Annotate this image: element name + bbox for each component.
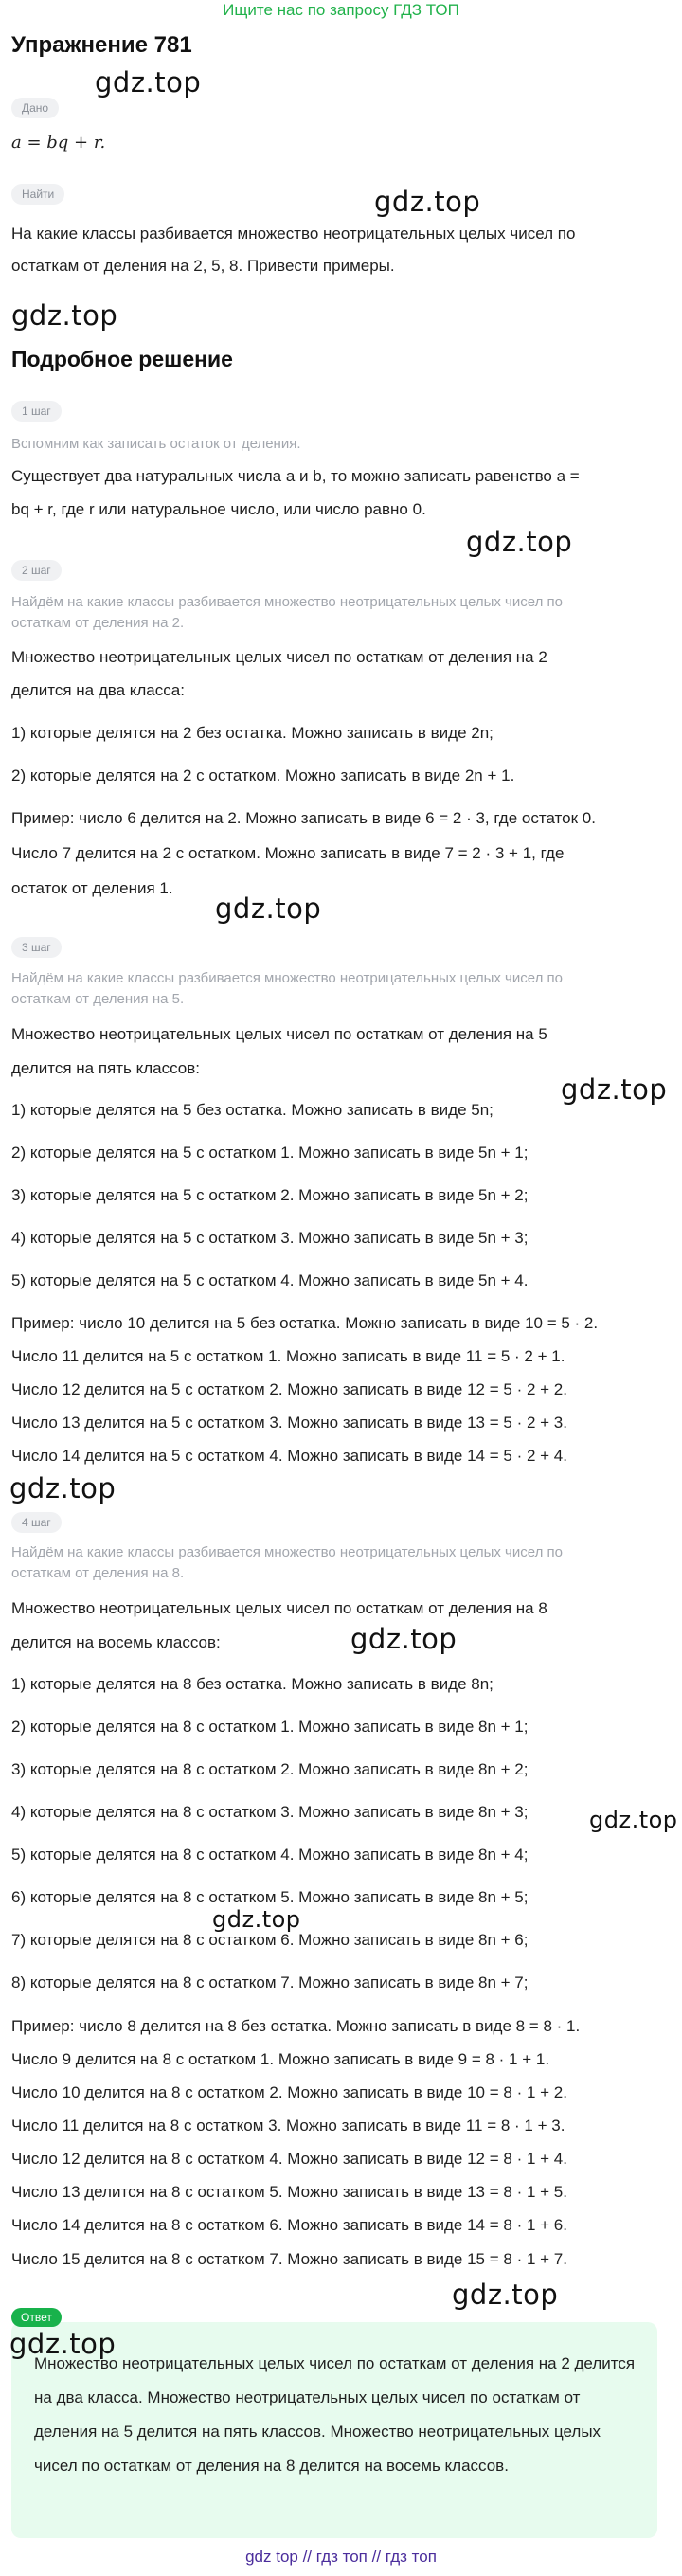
step-3-line-8: Пример: число 10 делится на 5 без остатка. Можно записать в виде 10 = 5 · 2. <box>11 1314 599 1332</box>
search-banner-link[interactable]: Ищите нас по запросу ГДЗ ТОП <box>223 1 459 19</box>
step-4-line-17: Число 14 делится на 8 с остатком 6. Можно записать в виде 14 = 8 · 1 + 6. <box>11 2216 567 2234</box>
step-3-line-12: Число 14 делится на 5 с остатком 4. Можно записать в виде 14 = 5 · 2 + 4. <box>11 1447 567 1465</box>
watermark: gdz.top <box>9 2328 117 2360</box>
step-4-line-11: Пример: число 8 делится на 8 без остатка. Можно записать в виде 8 = 8 · 1. <box>11 2017 581 2035</box>
step-3-hint-1: Найдём на какие классы разбивается множество неотрицательных целых чисел по <box>11 970 563 986</box>
find-text-line-1: На какие классы разбивается множество неотрицательных целых чисел по <box>11 225 576 243</box>
step-4-line-9: 7) которые делятся на 8 с остатком 6. Можно записать в виде 8n + 6; <box>11 1931 529 1949</box>
watermark: gdz.top <box>95 66 202 99</box>
step-3-chip: 3 шаг <box>11 937 62 958</box>
watermark: gdz.top <box>466 526 573 558</box>
step-3-line-3: 1) которые делятся на 5 без остатка. Можно записать в виде 5n; <box>11 1101 494 1119</box>
step-4-chip: 4 шаг <box>11 1512 62 1533</box>
watermark: gdz.top <box>215 892 322 925</box>
step-3-line-5: 3) которые делятся на 5 с остатком 2. Можно записать в виде 5n + 2; <box>11 1186 529 1204</box>
answer-chip: Ответ <box>11 2308 62 2327</box>
step-3-line-7: 5) которые делятся на 5 с остатком 4. Можно записать в виде 5n + 4. <box>11 1271 529 1289</box>
step-4-line-15: Число 12 делится на 8 с остатком 4. Можно записать в виде 12 = 8 · 1 + 4. <box>11 2150 567 2168</box>
watermark: gdz.top <box>9 1472 117 1504</box>
page-title: Упражнение 781 <box>11 32 192 58</box>
find-chip: Найти <box>11 184 64 205</box>
step-4-line-10: 8) которые делятся на 8 с остатком 7. Можно записать в виде 8n + 7; <box>11 1973 529 1991</box>
step-3-line-11: Число 13 делится на 5 с остатком 3. Можно записать в виде 13 = 5 · 2 + 3. <box>11 1414 567 1432</box>
step-4-line-14: Число 11 делится на 8 с остатком 3. Можно записать в виде 11 = 8 · 1 + 3. <box>11 2117 565 2135</box>
step-1-line-1: Существует два натуральных числа a и b, то можно записать равенство a = <box>11 467 580 485</box>
step-2-hint-2: остаткам от деления на 2. <box>11 615 185 631</box>
watermark: gdz.top <box>212 1906 301 1933</box>
step-3-line-10: Число 12 делится на 5 с остатком 2. Можно записать в виде 12 = 5 · 2 + 2. <box>11 1380 567 1398</box>
step-1-chip: 1 шаг <box>11 401 62 422</box>
step-4-line-8: 6) которые делятся на 8 с остатком 5. Можно записать в виде 8n + 5; <box>11 1888 529 1906</box>
step-4-line-12: Число 9 делится на 8 с остатком 1. Можно записать в виде 9 = 8 · 1 + 1. <box>11 2050 550 2068</box>
given-chip: Дано <box>11 98 59 118</box>
watermark: gdz.top <box>452 2279 559 2311</box>
step-3-line-4: 2) которые делятся на 5 с остатком 1. Можно записать в виде 5n + 1; <box>11 1144 529 1162</box>
step-3-line-6: 4) которые делятся на 5 с остатком 3. Можно записать в виде 5n + 3; <box>11 1229 529 1247</box>
step-4-line-18: Число 15 делится на 8 с остатком 7. Можно записать в виде 15 = 8 · 1 + 7. <box>11 2250 567 2268</box>
step-4-line-3: 1) которые делятся на 8 без остатка. Можно записать в виде 8n; <box>11 1675 494 1693</box>
solution-title: Подробное решение <box>11 347 233 371</box>
watermark: gdz.top <box>11 299 118 332</box>
step-2-line-2: делится на два класса: <box>11 681 185 699</box>
footer-links[interactable]: gdz top // гдз топ // гдз топ <box>245 2548 437 2566</box>
step-2-line-1: Множество неотрицательных целых чисел по остаткам от деления на 2 <box>11 648 547 666</box>
step-4-line-1: Множество неотрицательных целых чисел по остаткам от деления на 8 <box>11 1599 547 1617</box>
step-1-line-2: bq + r, где r или натуральное число, или число равно 0. <box>11 500 426 518</box>
step-4-hint-2: остаткам от деления на 8. <box>11 1565 185 1581</box>
step-2-line-5: Пример: число 6 делится на 2. Можно записать в виде 6 = 2 · 3, где остаток 0. <box>11 809 596 827</box>
step-3-line-9: Число 11 делится на 5 с остатком 1. Можно записать в виде 11 = 5 · 2 + 1. <box>11 1347 565 1365</box>
step-2-chip: 2 шаг <box>11 560 62 581</box>
step-2-line-6: Число 7 делится на 2 с остатком. Можно записать в виде 7 = 2 · 3 + 1, где <box>11 844 565 862</box>
step-2-line-3: 1) которые делятся на 2 без остатка. Можно записать в виде 2n; <box>11 724 494 742</box>
step-3-hint-2: остаткам от деления на 5. <box>11 991 185 1007</box>
step-4-line-6: 4) которые делятся на 8 с остатком 3. Можно записать в виде 8n + 3; <box>11 1803 529 1821</box>
step-4-hint-1: Найдём на какие классы разбивается множество неотрицательных целых чисел по <box>11 1544 563 1560</box>
step-3-line-2: делится на пять классов: <box>11 1059 200 1077</box>
step-2-hint-1: Найдём на какие классы разбивается множество неотрицательных целых чисел по <box>11 594 563 610</box>
given-formula: a = bq + r. <box>11 133 106 153</box>
watermark: gdz.top <box>561 1073 668 1106</box>
find-text-line-2: остаткам от деления на 2, 5, 8. Привести примеры. <box>11 257 395 275</box>
step-4-line-13: Число 10 делится на 8 с остатком 2. Можно записать в виде 10 = 8 · 1 + 2. <box>11 2083 567 2101</box>
step-2-line-4: 2) которые делятся на 2 с остатком. Можно записать в виде 2n + 1. <box>11 766 515 784</box>
step-1-hint: Вспомним как записать остаток от деления. <box>11 436 301 452</box>
step-4-line-5: 3) которые делятся на 8 с остатком 2. Можно записать в виде 8n + 2; <box>11 1760 529 1778</box>
watermark: gdz.top <box>589 1807 678 1833</box>
step-2-line-7: остаток от деления 1. <box>11 879 173 897</box>
step-4-line-7: 5) которые делятся на 8 с остатком 4. Можно записать в виде 8n + 4; <box>11 1846 529 1864</box>
step-4-line-2: делится на восемь классов: <box>11 1633 221 1651</box>
watermark: gdz.top <box>374 186 481 218</box>
step-3-line-1: Множество неотрицательных целых чисел по остаткам от деления на 5 <box>11 1025 547 1043</box>
watermark: gdz.top <box>350 1623 458 1655</box>
answer-text: Множество неотрицательных целых чисел по остаткам от деления на 2 делится на два класса. Множество неотрицательных целых чисел по остаткам от деления на 5 делится на пять классов. Множество неотрицательных целых чисел по остаткам от деления на 8 делится на восемь классов. <box>34 2354 636 2475</box>
step-4-line-4: 2) которые делятся на 8 с остатком 1. Можно записать в виде 8n + 1; <box>11 1718 529 1736</box>
step-4-line-16: Число 13 делится на 8 с остатком 5. Можно записать в виде 13 = 8 · 1 + 5. <box>11 2183 567 2201</box>
